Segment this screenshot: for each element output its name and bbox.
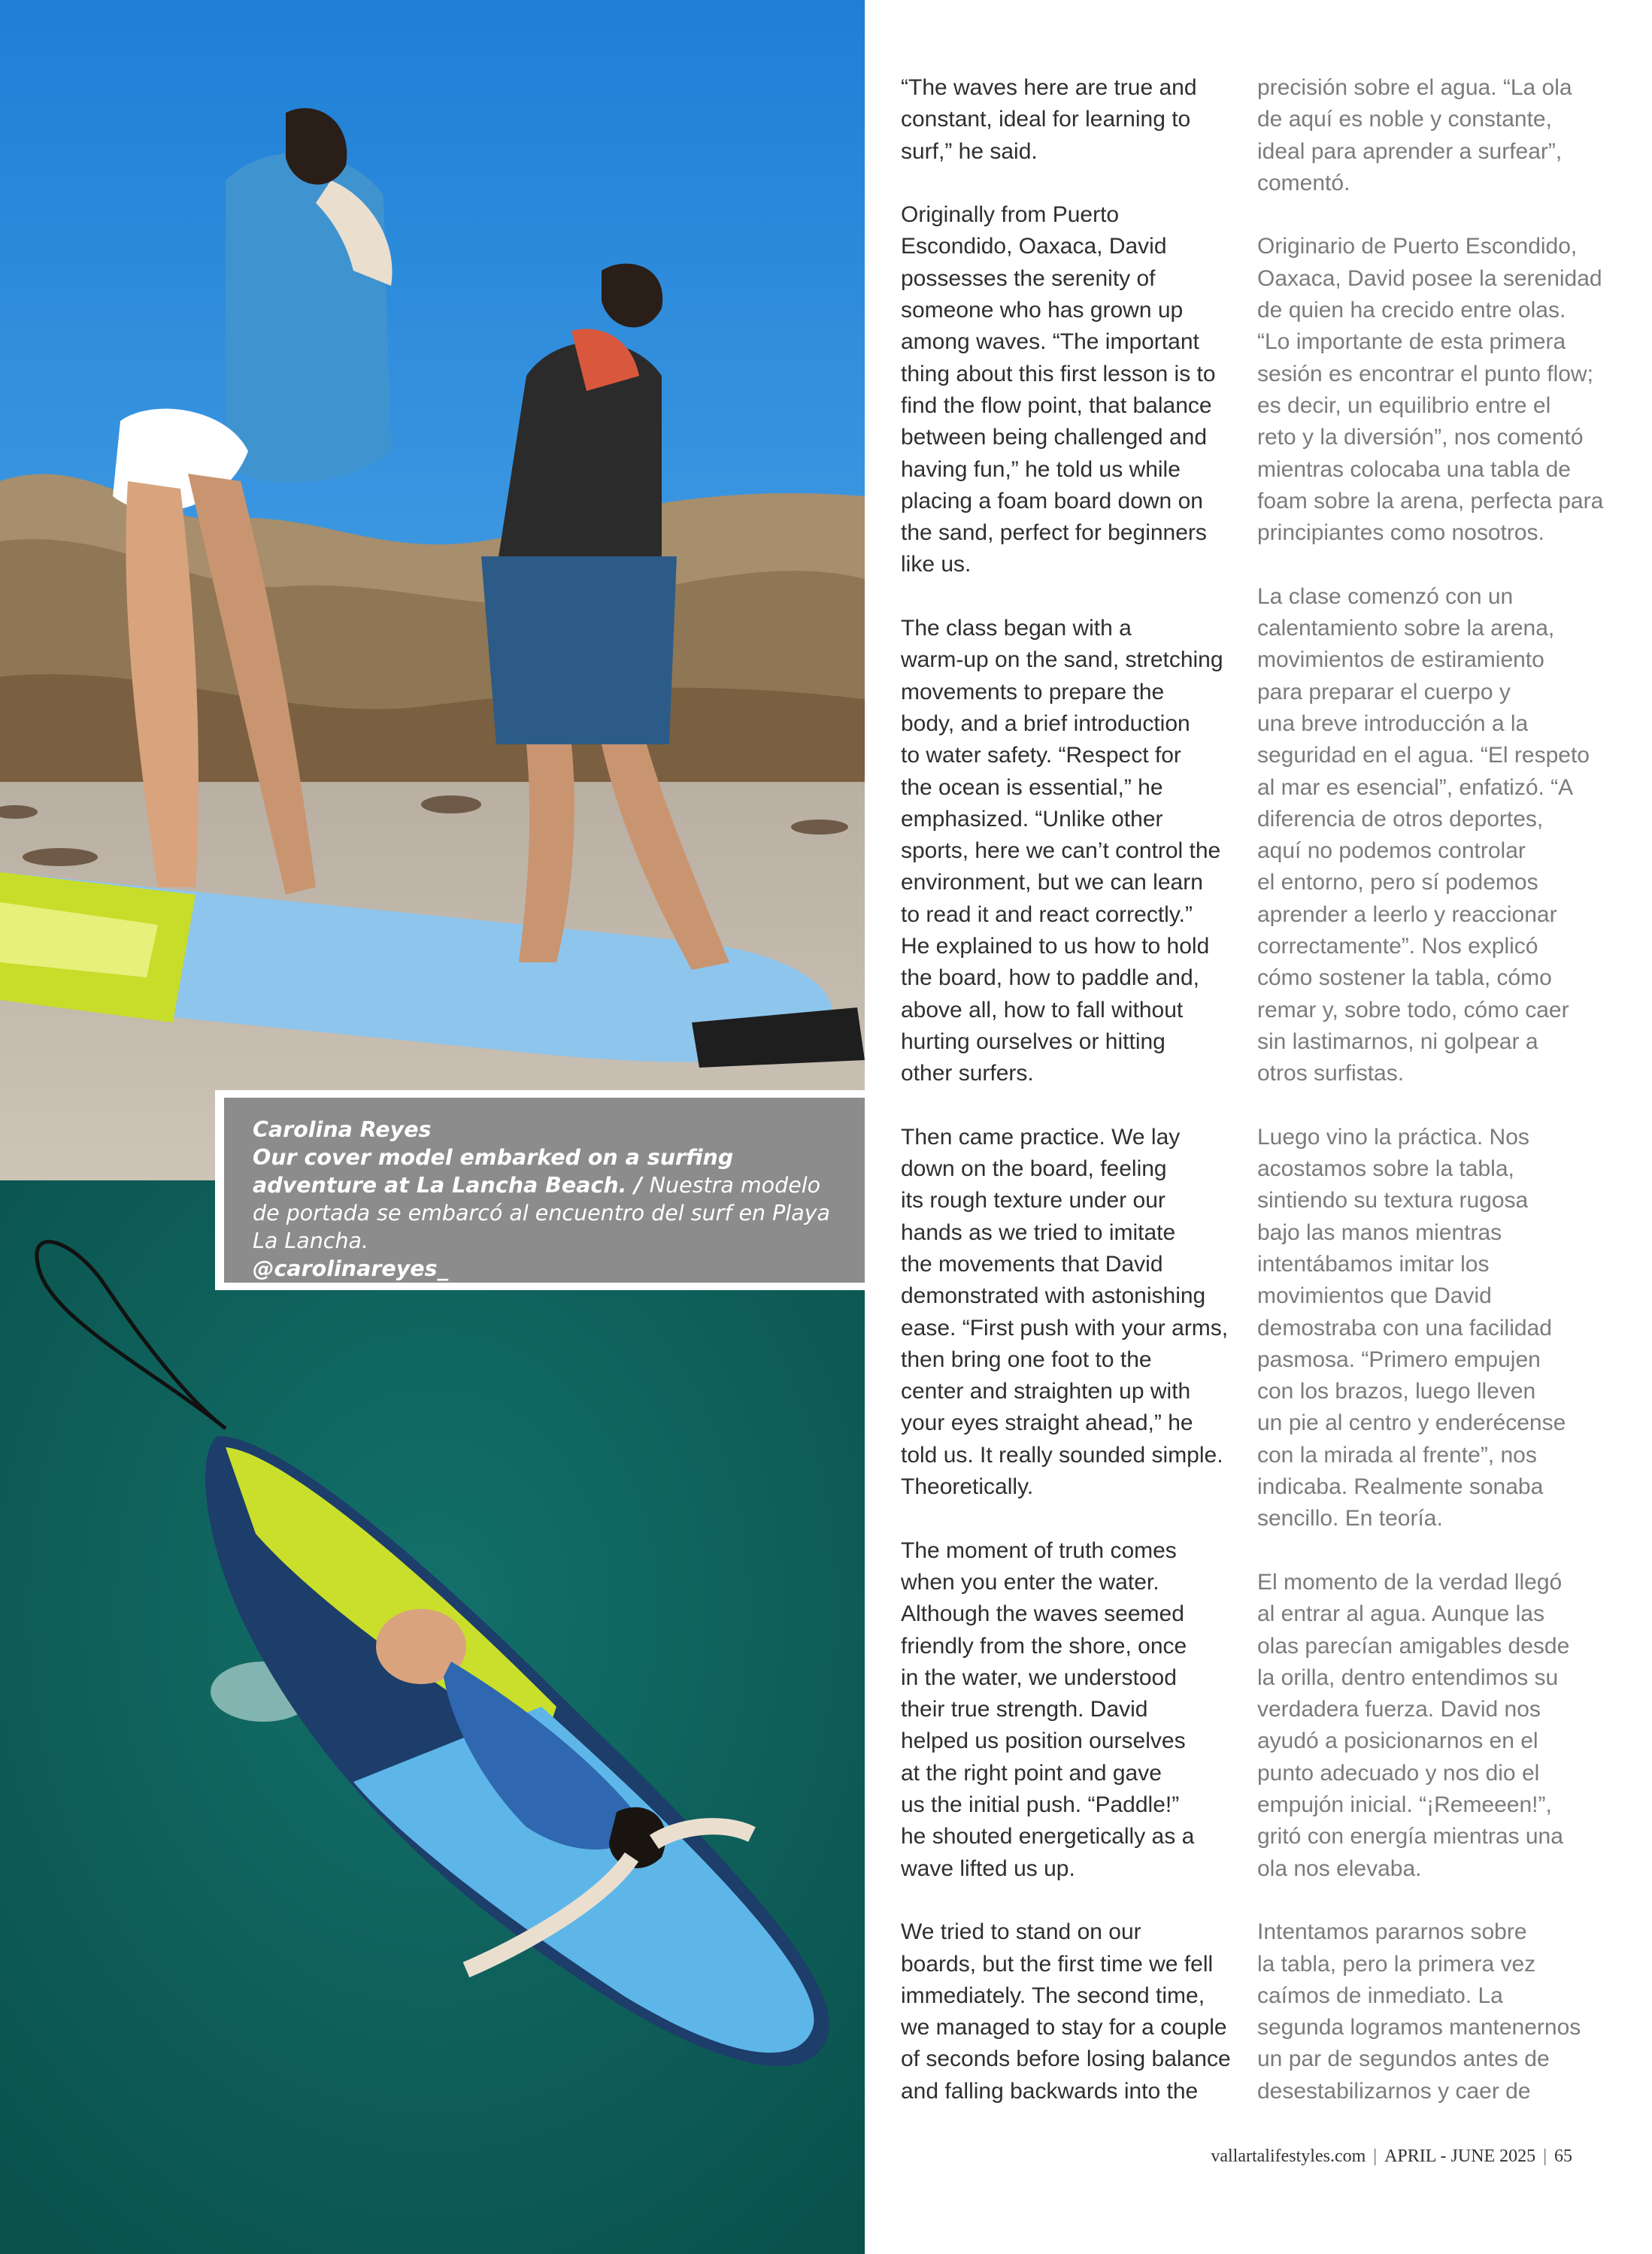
spanish-text-line: Intentamos pararnos sobre: [1257, 1919, 1527, 1945]
spanish-text-line: olas parecían amigables desde: [1257, 1633, 1570, 1659]
english-text-line: find the flow point, that balance: [901, 392, 1212, 418]
paragraph-gap: [901, 168, 1232, 199]
spanish-text-line: calentamiento sobre la arena,: [1257, 616, 1555, 641]
spanish-text-line: movimientos de estiramiento: [1257, 647, 1544, 673]
page-footer: [1211, 2146, 1572, 2167]
english-text-line: He explained to us how to hold: [901, 934, 1210, 959]
spanish-text-line: es decir, un equilibrio entre el: [1257, 392, 1551, 418]
paragraph-gap: [1257, 199, 1582, 231]
spanish-paragraph: [1257, 231, 1604, 549]
page-number: 65: [1554, 2146, 1572, 2166]
footer-separator: |: [1373, 2146, 1378, 2166]
english-text-line: helped us position ourselves: [901, 1728, 1186, 1754]
english-text-line: surf,” he said.: [901, 138, 1038, 164]
spanish-text-line: comentó.: [1257, 170, 1350, 195]
english-text-line: placing a foam board down on: [901, 488, 1203, 514]
english-paragraph: [901, 1122, 1232, 1504]
english-text-line: among waves. “The important: [901, 329, 1199, 355]
spanish-text-line: diferencia de otros deportes,: [1257, 806, 1544, 832]
english-text-line: between being challenged and: [901, 425, 1208, 450]
english-text-line: when you enter the water.: [901, 1569, 1159, 1595]
spanish-paragraph: [1257, 1122, 1582, 1535]
english-text-line: Originally from Puerto: [901, 202, 1120, 228]
english-text-line: movements to prepare the: [901, 679, 1165, 704]
spanish-text-line: “Lo importante de esta primera: [1257, 329, 1566, 355]
english-text-line: and falling backwards into the: [901, 2078, 1199, 2104]
caption-name: Carolina Reyes: [253, 1117, 432, 1142]
english-text-line: body, and a brief introduction: [901, 710, 1190, 736]
english-text-line: the board, how to paddle and,: [901, 965, 1199, 991]
beach-surf-lesson-photo: [0, 0, 865, 1180]
spanish-paragraph: [1257, 72, 1582, 199]
english-text-line: to water safety. “Respect for: [901, 743, 1181, 768]
spanish-text-line: aquí no podemos controlar: [1257, 838, 1526, 864]
english-text-line: having fun,” he told us while: [901, 456, 1181, 482]
spanish-text-line: con los brazos, luego lleven: [1257, 1379, 1536, 1404]
english-text-line: down on the board, feeling: [901, 1156, 1167, 1182]
spanish-text-line: bajo las manos mientras: [1257, 1219, 1502, 1245]
caption-handle: @carolinareyes_: [253, 1256, 448, 1281]
aerial-surfer-photo: [0, 1180, 865, 2254]
english-text-line: center and straighten up with: [901, 1379, 1191, 1404]
spanish-text-line: Oaxaca, David posee la serenidad: [1257, 265, 1602, 291]
english-text-line: other surfers.: [901, 1061, 1034, 1086]
spanish-text-line: indicaba. Realmente sonaba: [1257, 1474, 1544, 1500]
english-text-line: warm-up on the sand, stretching: [901, 647, 1223, 673]
spanish-text-line: El momento de la verdad llegó: [1257, 1569, 1563, 1595]
spanish-text-line: sencillo. En teoría.: [1257, 1506, 1443, 1531]
footer-issue: APRIL - JUNE 2025: [1384, 2146, 1536, 2166]
spanish-text-line: foam sobre la arena, perfecta para: [1257, 488, 1604, 514]
english-text-line: Theoretically.: [901, 1474, 1034, 1500]
spanish-text-line: aprender a leerlo y reaccionar: [1257, 901, 1557, 927]
spanish-text-line: punto adecuado y nos dio el: [1257, 1760, 1540, 1786]
english-text-line: Escondido, Oaxaca, David: [901, 234, 1167, 259]
spanish-text-line: empujón inicial. “¡Remeeen!”,: [1257, 1792, 1552, 1818]
footer-site: vallartalifestyles.com: [1211, 2146, 1366, 2166]
footer-separator: |: [1543, 2146, 1547, 2166]
english-paragraph: [901, 613, 1232, 1089]
spanish-text-line: acostamos sobre la tabla,: [1257, 1156, 1514, 1182]
caption-english: Our cover model embarked on a surfing adventure at La Lancha Beach.: [253, 1145, 734, 1198]
spanish-text-line: gritó con energía mientras una: [1257, 1824, 1563, 1850]
spanish-text-line: ayudó a posicionarnos en el: [1257, 1728, 1538, 1754]
english-text-line: constant, ideal for learning to: [901, 107, 1191, 132]
english-text-line: the ocean is essential,” he: [901, 774, 1163, 800]
spanish-text-line: el entorno, pero sí podemos: [1257, 870, 1538, 895]
spanish-paragraph: [1257, 1567, 1582, 1885]
english-text-line: hands as we tried to imitate: [901, 1219, 1176, 1245]
spanish-text-line: Luego vino la práctica. Nos: [1257, 1124, 1529, 1150]
spanish-text-line: principiantes como nosotros.: [1257, 520, 1544, 546]
english-text-line: sports, here we can’t control the: [901, 838, 1221, 864]
spanish-text-line: un par de segundos antes de: [1257, 2046, 1550, 2072]
spanish-text-line: ideal para aprender a surfear”,: [1257, 138, 1563, 164]
english-text-line: Although the waves seemed: [901, 1601, 1184, 1627]
english-text-line: he shouted energetically as a: [901, 1824, 1195, 1850]
paragraph-gap: [901, 581, 1232, 613]
english-text-line: then bring one foot to the: [901, 1347, 1152, 1372]
spanish-text-line: de aquí es noble y constante,: [1257, 107, 1552, 132]
spanish-text-line: pasmosa. “Primero empujen: [1257, 1347, 1541, 1372]
english-text-line: to read it and react correctly.”: [901, 901, 1193, 927]
spanish-text-line: ola nos elevaba.: [1257, 1856, 1422, 1881]
english-text-line: friendly from the shore, once: [901, 1633, 1187, 1659]
spanish-text-line: la orilla, dentro entendimos su: [1257, 1665, 1559, 1690]
spanish-text-line: sin lastimarnos, ni golpear a: [1257, 1029, 1538, 1054]
spanish-text-line: verdadera fuerza. David nos: [1257, 1697, 1541, 1722]
paragraph-gap: [901, 1885, 1232, 1916]
english-text-line: of seconds before losing balance: [901, 2046, 1231, 2072]
english-text-line: like us.: [901, 552, 971, 577]
english-text-line: told us. It really sounded simple.: [901, 1442, 1223, 1468]
english-text-line: someone who has grown up: [901, 298, 1184, 323]
english-text-line: The moment of truth comes: [901, 1538, 1177, 1563]
spanish-text-line: mientras colocaba una tabla de: [1257, 456, 1571, 482]
english-text-line: hurting ourselves or hitting: [901, 1029, 1165, 1054]
english-text-line: boards, but the first time we fell: [901, 1951, 1214, 1977]
spanish-text-line: cómo sostener la tabla, cómo: [1257, 965, 1552, 991]
spanish-text-line: sintiendo su textura rugosa: [1257, 1188, 1529, 1213]
spanish-text-line: remar y, sobre todo, cómo caer: [1257, 997, 1569, 1022]
english-text-line: “The waves here are true and: [901, 75, 1197, 100]
english-text-line: demonstrated with astonishing: [901, 1283, 1206, 1309]
english-text-line: the sand, perfect for beginners: [901, 520, 1207, 546]
english-text-line: its rough texture under our: [901, 1188, 1165, 1213]
english-paragraph: [901, 1535, 1232, 1885]
spanish-text-line: al entrar al agua. Aunque las: [1257, 1601, 1544, 1627]
spanish-text-line: sesión es encontrar el punto flow;: [1257, 361, 1593, 386]
spanish-paragraph: [1257, 581, 1590, 1090]
english-text-line: ease. “First push with your arms,: [901, 1315, 1229, 1341]
spanish-text-line: Originario de Puerto Escondido,: [1257, 234, 1578, 259]
paragraph-gap: [1257, 549, 1582, 580]
paragraph-gap: [1257, 1090, 1582, 1122]
spanish-text-line: al mar es esencial”, enfatizó. “A: [1257, 774, 1574, 800]
spanish-text-line: de quien ha crecido entre olas.: [1257, 298, 1566, 323]
spanish-text-line: una breve introducción a la: [1257, 710, 1529, 736]
english-text-line: possesses the serenity of: [901, 265, 1156, 291]
spanish-paragraph: [1257, 1916, 1582, 2107]
spanish-text-line: para preparar el cuerpo y: [1257, 679, 1511, 704]
spanish-text-line: intentábamos imitar los: [1257, 1251, 1490, 1277]
spanish-text-line: con la mirada al frente”, nos: [1257, 1442, 1537, 1468]
english-text-line: wave lifted us up.: [901, 1856, 1075, 1881]
spanish-text-line: movimientos que David: [1257, 1283, 1492, 1309]
spanish-article-column: [1257, 72, 1604, 2107]
caption-divider: /: [626, 1173, 650, 1198]
english-text-line: environment, but we can learn: [901, 870, 1203, 895]
paragraph-gap: [1257, 1885, 1582, 1916]
english-paragraph: [901, 199, 1232, 581]
spanish-text-line: desestabilizarnos y caer de: [1257, 2078, 1531, 2104]
spanish-text-line: seguridad en el agua. “El respeto: [1257, 743, 1590, 768]
spanish-text-line: reto y la diversión”, nos comentó: [1257, 425, 1584, 450]
spanish-text-line: segunda logramos mantenernos: [1257, 2015, 1581, 2040]
english-text-line: their true strength. David: [901, 1697, 1148, 1722]
english-text-line: We tried to stand on our: [901, 1919, 1141, 1945]
paragraph-gap: [1257, 1535, 1582, 1567]
english-text-line: immediately. The second time,: [901, 1983, 1205, 2008]
english-text-line: us the initial push. “Paddle!”: [901, 1792, 1180, 1818]
spanish-text-line: un pie al centro y enderécense: [1257, 1410, 1566, 1436]
paragraph-gap: [901, 1503, 1232, 1534]
english-text-line: the movements that David: [901, 1251, 1163, 1277]
english-text-line: emphasized. “Unlike other: [901, 806, 1163, 832]
english-text-line: Then came practice. We lay: [901, 1124, 1181, 1150]
english-text-line: thing about this first lesson is to: [901, 361, 1216, 386]
spanish-text-line: demostraba con una facilidad: [1257, 1315, 1552, 1341]
caption-spanish: Nuestra modelo de portada se embarcó al encuentro del surf en Playa La Lancha.: [253, 1173, 830, 1253]
spanish-text-line: la tabla, pero la primera vez: [1257, 1951, 1536, 1977]
english-paragraph: [901, 1916, 1232, 2107]
spanish-text-line: otros surfistas.: [1257, 1061, 1405, 1086]
photo-caption: [215, 1090, 865, 1290]
spanish-text-line: caímos de inmediato. La: [1257, 1983, 1503, 2008]
english-text-line: The class began with a: [901, 616, 1132, 641]
spanish-text-line: La clase comenzó con un: [1257, 583, 1514, 609]
paragraph-gap: [901, 1090, 1232, 1122]
spanish-text-line: correctamente”. Nos explicó: [1257, 934, 1538, 959]
english-text-line: at the right point and gave: [901, 1760, 1162, 1786]
english-text-line: above all, how to fall without: [901, 997, 1184, 1022]
english-article-column: [901, 72, 1232, 2107]
english-text-line: we managed to stay for a couple: [901, 2015, 1227, 2040]
english-paragraph: [901, 72, 1232, 168]
spanish-text-line: precisión sobre el agua. “La ola: [1257, 75, 1572, 100]
english-text-line: in the water, we understood: [901, 1665, 1177, 1690]
english-text-line: your eyes straight ahead,” he: [901, 1410, 1193, 1436]
